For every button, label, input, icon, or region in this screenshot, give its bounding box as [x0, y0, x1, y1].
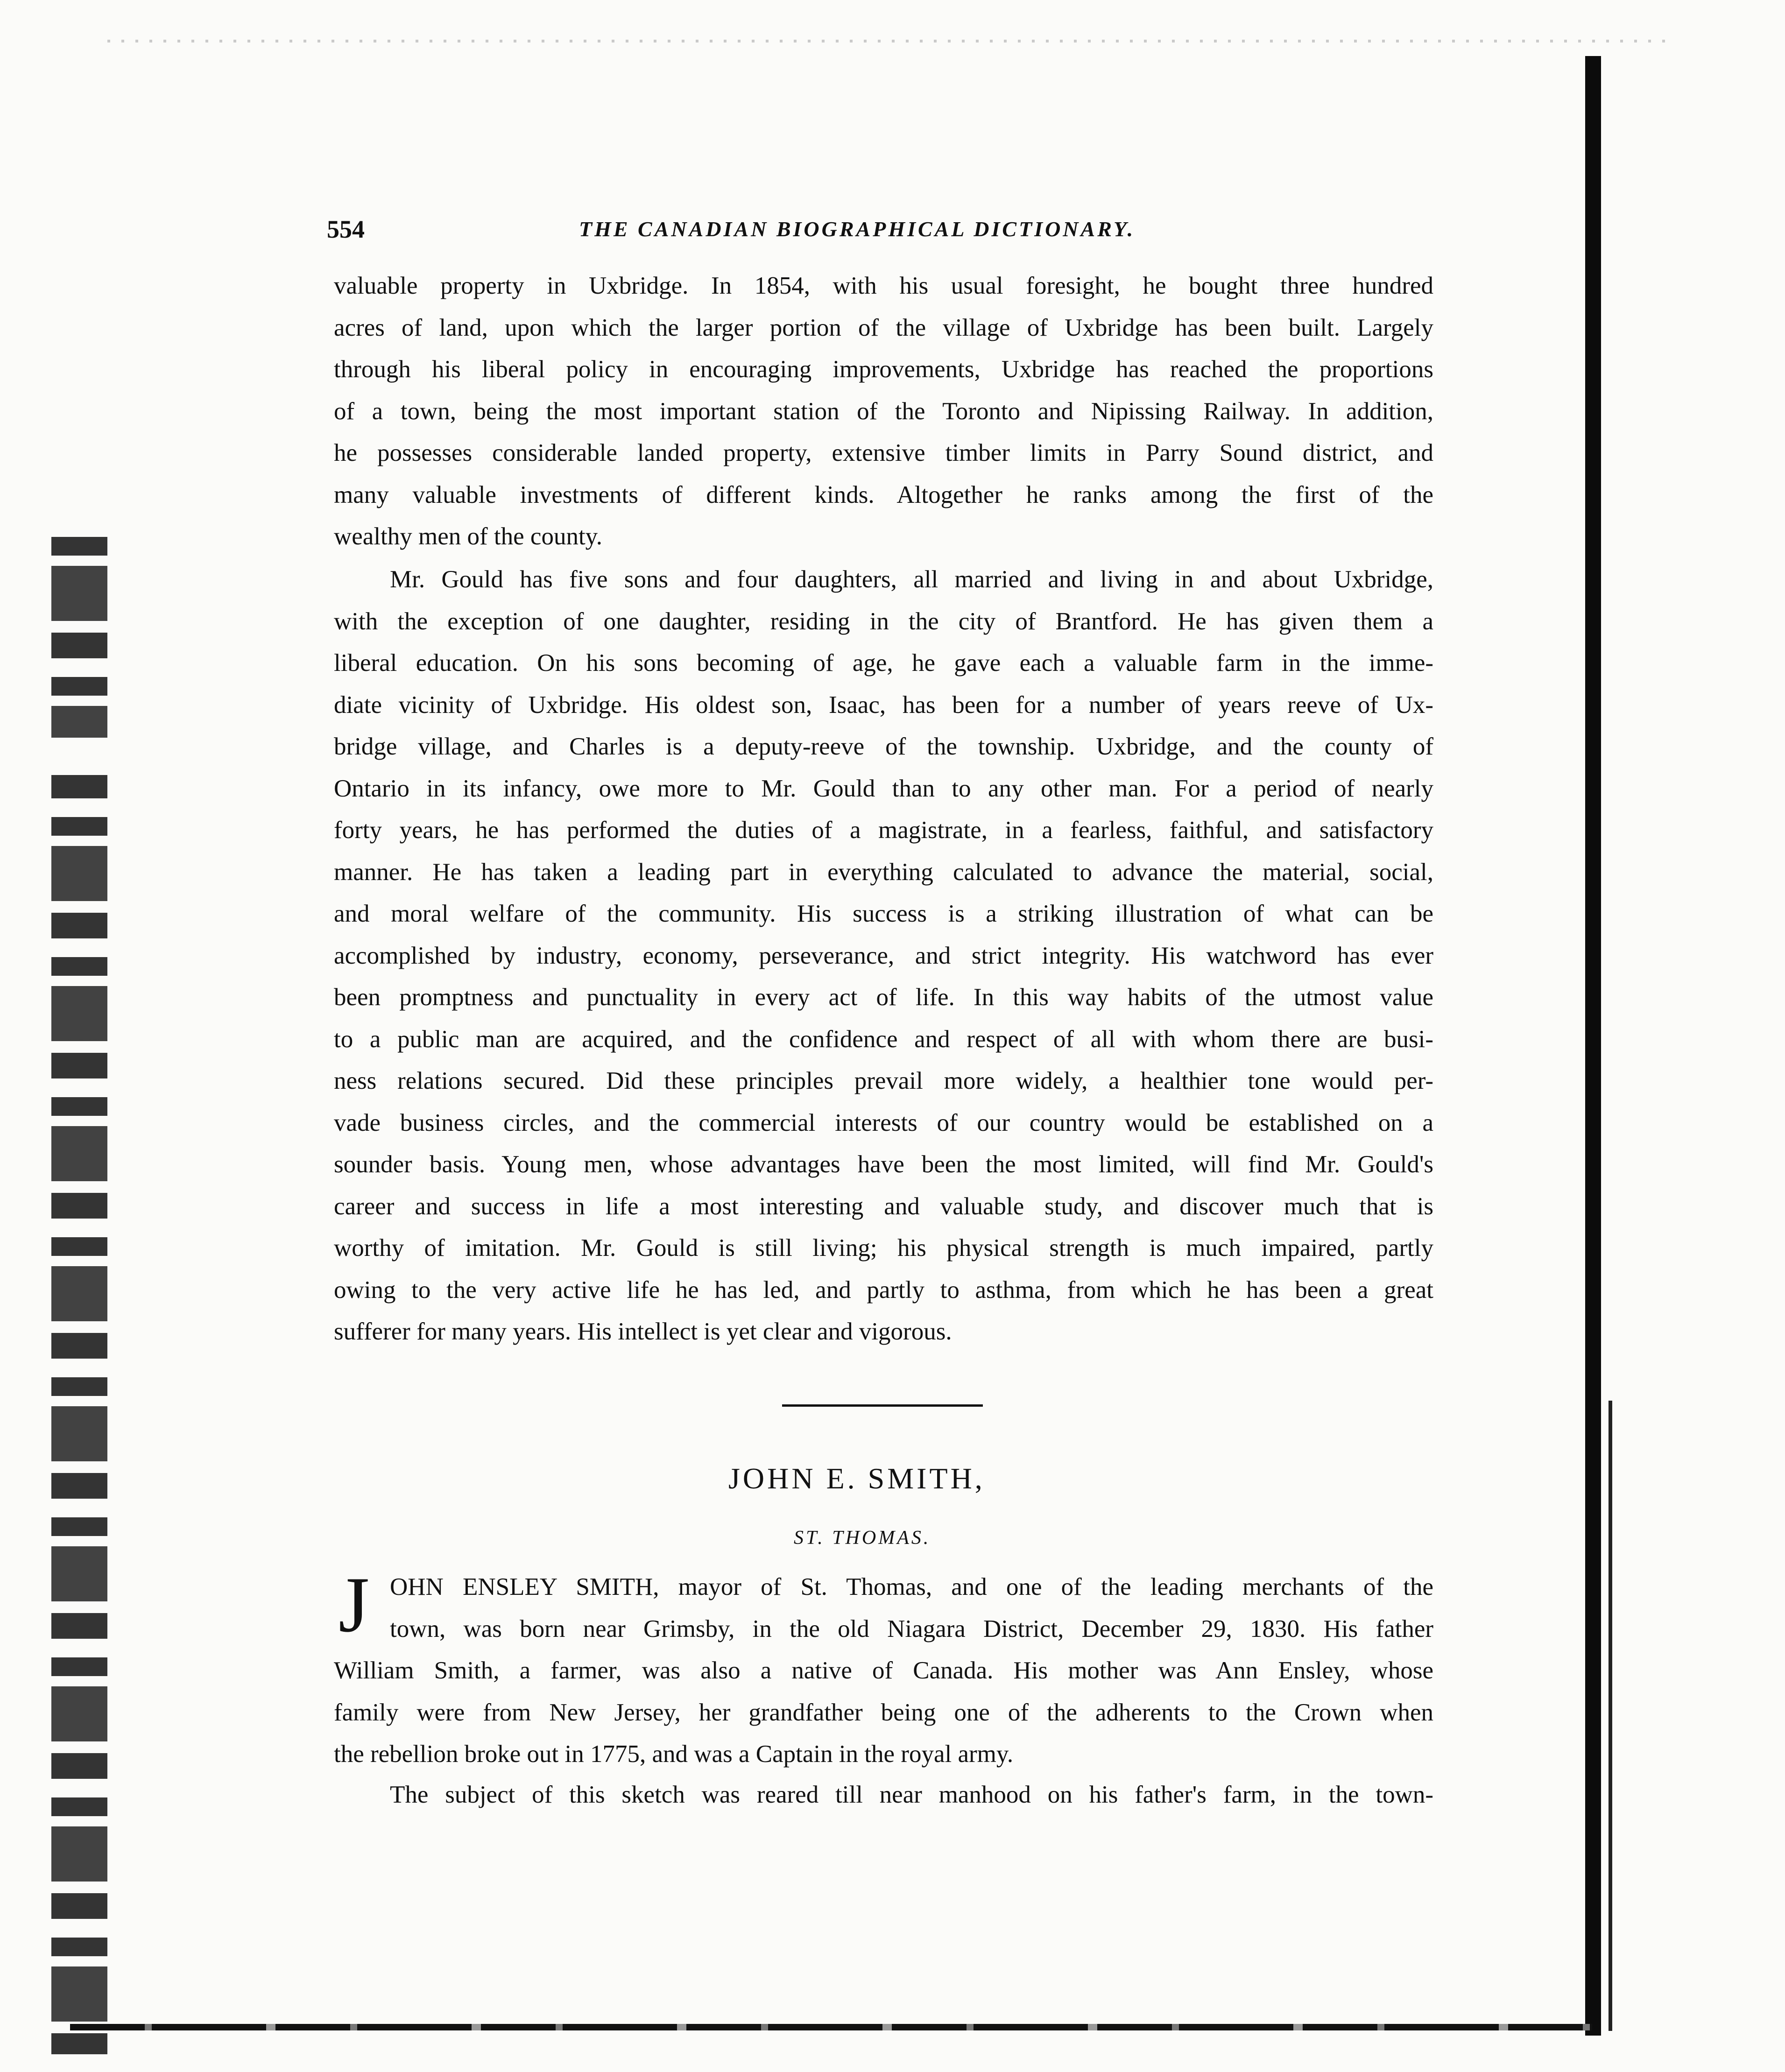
paragraph-smith-early-life: [334, 1774, 1433, 1816]
text-line: accomplished by industry, economy, perseverance, and strict integrity. His watchword has ever: [334, 942, 1433, 969]
scan-binding-gap: [47, 738, 112, 775]
paragraph-gould-family: [334, 559, 1433, 1353]
text-line: town, was born near Grimsby, in the old Niagara District, December 29, 1830. His father: [390, 1615, 1433, 1642]
drop-cap: J: [339, 1561, 370, 1649]
scan-right-edge: [1585, 56, 1601, 2036]
text-line: sounder basis. Young men, whose advantages have been the most limited, will find Mr. Gould's: [334, 1151, 1433, 1178]
section-subtitle: ST. THOMAS.: [794, 1527, 931, 1549]
scan-bottom-edge: [70, 2024, 1592, 2030]
scan-right-edge-thin: [1609, 1401, 1612, 2031]
text-line: forty years, he has performed the duties of a magistrate, in a fearless, faithful, and satisfactory: [334, 817, 1433, 844]
text-line: Mr. Gould has five sons and four daughters, all married and living in and about Uxbridge,: [390, 566, 1433, 593]
running-title: THE CANADIAN BIOGRAPHICAL DICTIONARY.: [579, 217, 1136, 241]
paragraph-smith-intro: [334, 1561, 1433, 1776]
running-head: [327, 215, 1429, 247]
text-line: sufferer for many years. His intellect is yet clear and vigorous.: [334, 1318, 952, 1345]
text-line: bridge village, and Charles is a deputy-reeve of the township. Uxbridge, and the county of: [334, 733, 1433, 760]
text-line: to a public man are acquired, and the confidence and respect of all with whom there are busi-: [334, 1025, 1433, 1053]
text-line: with the exception of one daughter, residing in the city of Brantford. He has given them a: [334, 607, 1433, 635]
text-line: diate vicinity of Uxbridge. His oldest son, Isaac, has been for a number of years reeve of Ux-: [334, 691, 1433, 719]
text-line: worthy of imitation. Mr. Gould is still living; his physical strength is much impaired, partly: [334, 1234, 1433, 1262]
scan-speckle: [107, 40, 1672, 42]
section-title: JOHN E. SMITH,: [728, 1462, 985, 1495]
text-line: Ontario in its infancy, owe more to Mr. Gould than to any other man. For a period of nearly: [334, 775, 1433, 802]
text-line: The subject of this sketch was reared till near manhood on his father's farm, in the town-: [390, 1781, 1433, 1808]
text-line: career and success in life a most interesting and valuable study, and discover much that is: [334, 1192, 1433, 1220]
page-number: 554: [327, 215, 365, 243]
text-line: he possesses considerable landed property, extensive timber limits in Parry Sound district, and: [334, 439, 1433, 466]
text-line: the rebellion broke out in 1775, and was a Captain in the royal army.: [334, 1741, 1014, 1768]
text-line: OHN ENSLEY SMITH, mayor of St. Thomas, and one of the leading merchants of the: [390, 1573, 1433, 1600]
section-divider: [782, 1404, 983, 1407]
text-line: vade business circles, and the commercial interests of our country would be established on a: [334, 1109, 1433, 1136]
text-line: ness relations secured. Did these principles prevail more widely, a healthier tone would per-: [334, 1067, 1433, 1094]
text-line: valuable property in Uxbridge. In 1854, with his usual foresight, he bought three hundred: [334, 272, 1433, 299]
text-line: of a town, being the most important station of the Toronto and Nipissing Railway. In addition,: [334, 397, 1433, 425]
text-line: and moral welfare of the community. His success is a striking illustration of what can be: [334, 900, 1433, 927]
text-line: acres of land, upon which the larger portion of the village of Uxbridge has been built. Largely: [334, 314, 1433, 341]
text-line: owing to the very active life he has led, and partly to asthma, from which he has been a great: [334, 1276, 1433, 1304]
text-line: wealthy men of the county.: [334, 523, 602, 550]
text-line: manner. He has taken a leading part in everything calculated to advance the material, social,: [334, 858, 1433, 886]
text-line: through his liberal policy in encouraging improvements, Uxbridge has reached the proportions: [334, 356, 1433, 383]
text-line: William Smith, a farmer, was also a native of Canada. His mother was Ann Ensley, whose: [334, 1657, 1433, 1684]
text-line: been promptness and punctuality in every act of life. In this way habits of the utmost value: [334, 984, 1433, 1011]
text-line: family were from New Jersey, her grandfather being one of the adherents to the Crown when: [334, 1698, 1433, 1726]
paragraph-gould-property: [334, 265, 1433, 558]
text-line: liberal education. On his sons becoming of age, he gave each a valuable farm in the imme-: [334, 649, 1433, 677]
text-line: many valuable investments of different kinds. Altogether he ranks among the first of the: [334, 481, 1433, 508]
